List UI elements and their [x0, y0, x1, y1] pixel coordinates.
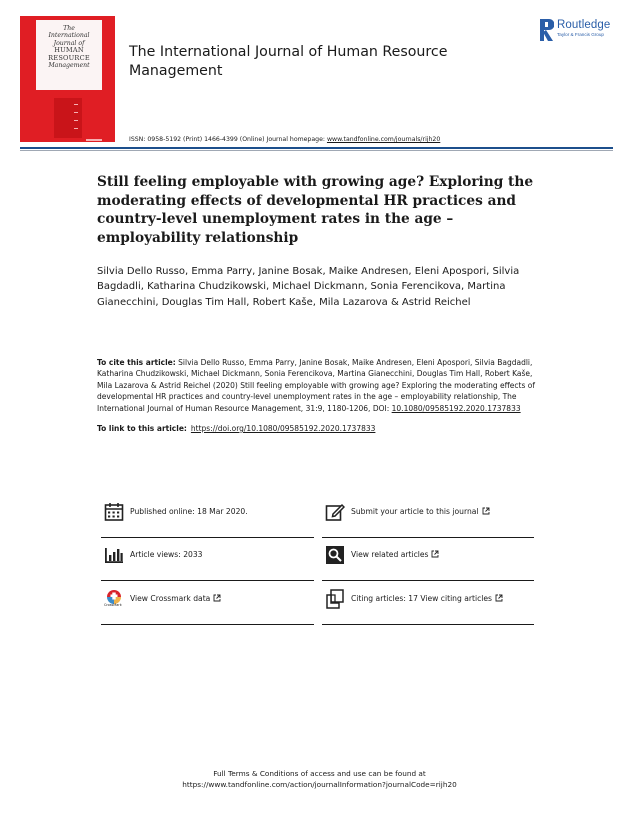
submit-article-link[interactable] — [325, 502, 535, 528]
footer-terms-text: Full Terms & Conditions of access and use can be found at — [213, 769, 426, 778]
panel-divider — [101, 624, 314, 625]
citing-articles-text — [351, 594, 503, 603]
citation-label: To cite this article: — [97, 358, 176, 367]
cover-line: HUMAN — [54, 46, 84, 55]
article-views-item — [104, 545, 314, 571]
issn-text: ISSN: 0958-5192 (Print) 1466-4399 (Online) Journal homepage: — [129, 136, 327, 143]
publisher-name: Routledge — [557, 19, 611, 31]
cover-line: Journal of — [53, 39, 85, 47]
citing-articles-link[interactable] — [325, 589, 535, 615]
citation-text: Silvia Dello Russo, Emma Parry, Janine Bosak, Maike Andresen, Eleni Apospori, Silvia Bagdadli, Katharina Chudzikowski, Michael Dickmann, Sonia Ferencikova, Martina Gianecchini, Douglas Tim Hall, Robert Kaše, Mila Lazarova & Astrid Reichel (2020) Still feeling employable with growing age? Exploring the moderating effects of developmental HR practices and country-level unemployment rates in the age – employability relationship, The International Journal of Human Resource Management, 31:9, 1180-1206, DOI: — [97, 358, 535, 413]
cover-line: International — [48, 32, 90, 40]
issn-line — [129, 136, 619, 143]
cover-decoration — [74, 120, 78, 121]
related-articles-text — [351, 550, 439, 559]
edit-pencil-icon — [325, 502, 345, 522]
external-link-icon — [482, 507, 490, 515]
cover-publisher-logo — [86, 139, 102, 141]
footer-terms-url[interactable]: https://www.tandfonline.com/action/journalInformation?journalCode=rijh20 — [182, 780, 457, 790]
header-divider — [20, 150, 613, 151]
bar-chart-icon — [104, 545, 124, 565]
search-document-icon — [325, 545, 345, 565]
journal-cover-image — [20, 16, 115, 142]
panel-divider — [101, 580, 314, 581]
external-link-icon — [495, 594, 503, 602]
cover-decoration — [74, 104, 78, 105]
doi-link[interactable]: 10.1080/09585192.2020.1737833 — [391, 403, 521, 413]
citing-articles-label: Citing articles: 17 View citing articles — [351, 594, 492, 603]
panel-divider — [101, 537, 314, 538]
submit-article-text — [351, 507, 490, 516]
publisher-logo[interactable] — [540, 19, 630, 43]
cover-line: RESOURCE — [48, 53, 90, 62]
related-articles-link[interactable] — [325, 545, 535, 571]
citing-documents-icon — [325, 589, 345, 609]
publisher-subtitle: Taylor & Francis Group — [557, 32, 604, 37]
journal-title[interactable]: The International Journal of Human Resource Management — [129, 44, 448, 79]
panel-divider — [322, 580, 534, 581]
crossmark-label: View Crossmark data — [130, 594, 211, 603]
article-link-block — [97, 423, 542, 434]
crossmark-text — [130, 594, 221, 603]
citation-block — [97, 357, 542, 414]
panel-divider — [322, 537, 534, 538]
submit-article-label: Submit your article to this journal — [351, 507, 479, 516]
crossmark-link[interactable] — [104, 589, 314, 615]
crossmark-logo-text: CrossMark — [104, 603, 122, 607]
crossmark-logo — [104, 589, 124, 609]
published-online-text: Published online: 18 Mar 2020. — [130, 507, 248, 516]
header-divider — [20, 147, 613, 149]
routledge-logo-icon — [540, 19, 554, 41]
article-link-label: To link to this article: — [97, 424, 187, 433]
article-doi-url[interactable]: https://doi.org/10.1080/09585192.2020.1737833 — [190, 424, 376, 433]
cover-line: Management — [48, 62, 90, 70]
journal-homepage-link[interactable]: www.tandfonline.com/journals/rijh20 — [326, 136, 441, 143]
crossmark-icon — [104, 590, 124, 604]
cover-decoration — [74, 128, 78, 129]
external-link-icon — [431, 550, 439, 558]
calendar-icon — [104, 502, 124, 522]
footer — [97, 768, 542, 791]
published-online-item — [104, 502, 314, 528]
article-authors: Silvia Dello Russo, Emma Parry, Janine Bosak, Maike Andresen, Eleni Apospori, Silvia Bagdadli, Katharina Chudzikowski, Michael Dickmann, Sonia Ferencikova, Martina Gianecchini, Douglas Tim Hall, Robert Kaše, Mila Lazarova & Astrid Reichel — [97, 266, 520, 308]
external-link-icon — [213, 594, 221, 602]
cover-line: The — [63, 25, 75, 32]
article-views-text: Article views: 2033 — [130, 550, 203, 559]
cover-title-box — [36, 20, 102, 90]
panel-divider — [322, 624, 534, 625]
article-title: Still feeling employable with growing age? Exploring the moderating effects of developmental HR practices and country-level unemployment rates in the age – employability relationship — [97, 174, 534, 247]
cover-decoration — [74, 112, 78, 113]
related-articles-label: View related articles — [351, 550, 429, 559]
